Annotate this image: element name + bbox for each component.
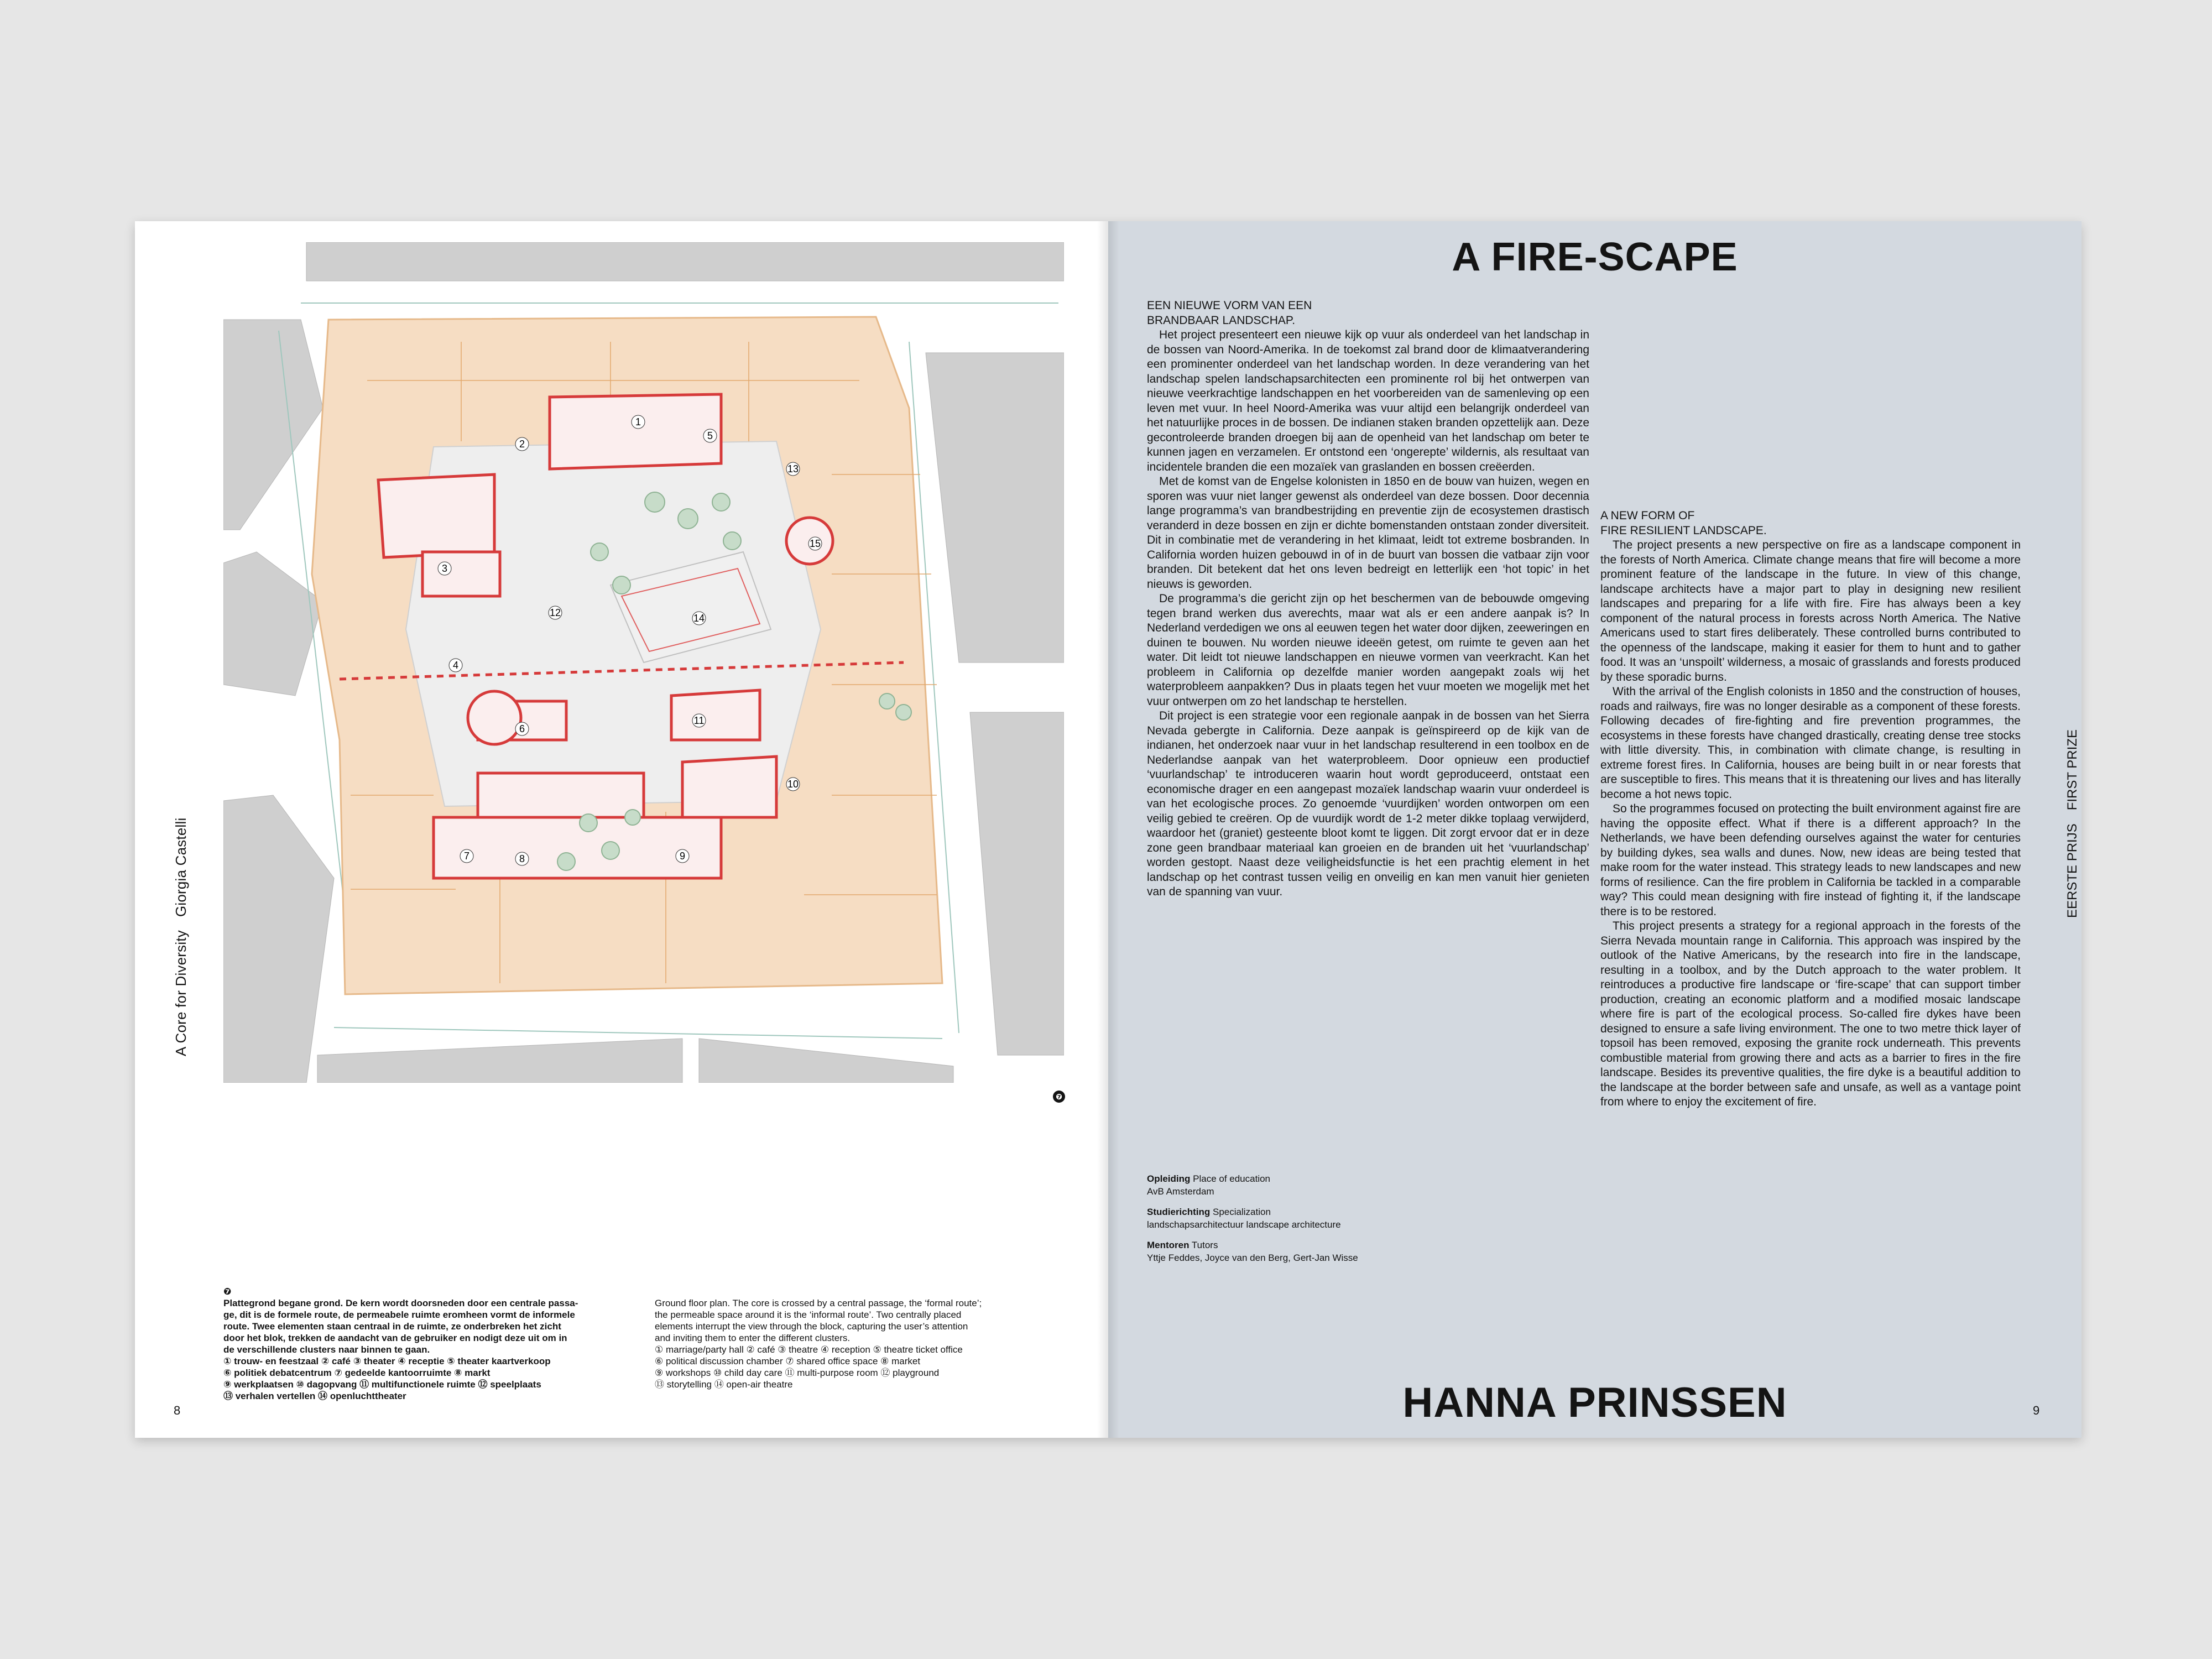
plan-label (676, 849, 689, 863)
left-page (135, 221, 1108, 1438)
plan-label (515, 722, 529, 735)
caption-line: the permeable space around it is the ‘informal route’. Two centrally placed (655, 1310, 962, 1320)
article-title: A FIRE-SCAPE (1452, 235, 1738, 279)
credit-title: A Core for Diversity (173, 930, 189, 1056)
plan-label (515, 437, 529, 451)
site-plan-drawing (223, 242, 1064, 1083)
caption-line: door het blok, trekken de aandacht van de gebruiker en nodigt deze uit om in (223, 1333, 567, 1343)
credit-item (1147, 1239, 1589, 1264)
caption-line: Ground floor plan. The core is crossed by a central passage, the ‘formal route’; (655, 1298, 982, 1308)
plan-label (549, 606, 562, 619)
credit-item (1147, 1172, 1589, 1198)
page-number-left: 8 (174, 1404, 181, 1417)
credit-item (1147, 1206, 1589, 1231)
article-credit (173, 805, 190, 1056)
dutch-paragraph: Met de komst van de Engelse kolonisten in 1850 en de bouw van huizen, wegen en sporen was vuur niet langer gewenst als onderdeel van deze bossen. Door decennia lange programma’s van brandbestrijding en preventie zijn de ecosystemen drastisch veranderd in deze bossen en zijn er dichte bomenstanden ontstaan zonder diversiteit. Dit in combinatie met de verandering in het klimaat, leidt tot extreme bosbranden. In California worden huizen gebouwd in of in de buurt van bossen die vatbaar zijn voor branden. Dit betekent dat het ons leven bedreigt en letterlijk een ‘hot topic’ in het nieuws is geworden. (1147, 475, 1589, 591)
credit-value: Yttje Feddes, Joyce van den Berg, Gert-Jan Wisse (1147, 1253, 1358, 1263)
dutch-heading-line-2: BRANDBAAR LANDSCHAP. (1147, 314, 1296, 327)
plan-label-text: 3 (441, 563, 448, 574)
ground-floor-plan (223, 242, 1064, 1083)
credit-label: Opleiding (1147, 1173, 1191, 1184)
right-page (1108, 221, 2081, 1438)
plan-label (438, 562, 451, 575)
figure-marker: ❼ (1053, 1091, 1065, 1103)
plan-label-text: 9 (679, 851, 686, 862)
plan-label-text: 2 (519, 439, 525, 450)
credit-label-en: Tutors (1191, 1240, 1218, 1250)
credit-value: landschapsarchitectuur landscape architecture (1147, 1219, 1341, 1230)
plan-label-text: 15 (809, 538, 821, 549)
plan-label-text: 10 (787, 779, 799, 790)
plan-label (692, 714, 706, 727)
plan-label-text: 7 (463, 851, 470, 862)
english-paragraph: With the arrival of the English colonists in 1850 and the construction of houses, roads and railways, fire was no longer desirable as a component of these forests. Following decades of fire-fighting and fire prevention programmes, the ecosystems in these forests have changed drastically, creating dense tree stocks with little diversity. This, in combination with climate change, is resulting in extreme forest fires. In California, houses are being built in or near forests that are susceptible to fires. This means that it is threatening our lives and has literally become a hot news topic. (1600, 685, 2021, 801)
dutch-paragraph: Dit project is een strategie voor een regionale aanpak in de bossen van het Sierra Nevada gebergte in California. Deze aanpak is geïnspireerd op de kijk van de indianen, het onderzoek naar vuur in het landschap resulterend in een toolbox en de Nederlandse aanpak van het waterprobleem. Door opnieuw een productief ‘vuurlandschap’ te introduceren waarin hout wordt geproduceerd, ontstaat een economische drager en een aangepast mozaïek landschap waarin vuur onderdeel is van het ecologische proces. Zo genoemde ‘vuurdijken’ worden ontworpen om een veilig gebied te creëren. Op de vuurdijk wordt de 1-2 meter dikke toplaag verwijderd, waardoor het (graniet) gesteente bloot komt te liggen. Dit zorgt ervoor dat er in deze zone geen brandbaar materiaal kan groeien en de branden uit het ‘vuurlandschap’ worden gestopt. Naast deze veiligheidsfunctie is het een prachtig element in het landschap op het contrast tussen veilig en onveilig en kan men vanuit hier genieten van de spanning van vuur. (1147, 709, 1589, 898)
plan-label-text: 13 (787, 463, 799, 474)
caption-line: ⑨ workshops ⑩ child day care ⑪ multi-purpose room ⑫ playground (655, 1368, 940, 1378)
caption-line: ❼ (223, 1286, 232, 1297)
caption-line: and inviting them to enter the different clusters. (655, 1333, 851, 1343)
plan-label (692, 612, 706, 625)
plan-label-text: 1 (635, 416, 641, 427)
plan-label-text: 8 (519, 853, 525, 864)
english-paragraph: This project presents a strategy for a regional approach in the forests of the Sierra Nevada mountain range in California. This approach was inspired by the outlook of the Native Americans, by the research into fire in the landscape, resulting in a toolbox, and by the Dutch approach to the water problem. It reintroduces a productive fire landscape or ‘fire-scape’ that can support timber production, creating an economic platform and a modified mosaic landscape where fire is part of the ecological process. So-called fire dykes have been designed to ensure a safe living environment. The one to two metre thick layer of topsoil has been removed, exposing the granite rock underneath. This prevents combustible material from growing there and acts as a barrier to fires in the fire landscape. Besides its preventive qualities, the fire dyke is a beautiful addition to the landscape at the border between safe and unsafe, as well as a vantage point from where to enjoy the excitement of fire. (1600, 920, 2021, 1108)
english-column (1600, 509, 2021, 1110)
plan-label-text: 4 (452, 660, 459, 671)
caption-line: elements interrupt the view through the block, capturing the user’s attention (655, 1321, 968, 1332)
plan-label (515, 852, 529, 865)
caption-line: ① marriage/party hall ② café ③ theatre ④ reception ⑤ theatre ticket office (655, 1344, 963, 1355)
caption-line: ⑥ political discussion chamber ⑦ shared office space ⑧ market (655, 1356, 921, 1366)
caption-line: ⑥ politiek debatcentrum ⑦ gedeelde kantoorruimte ⑧ markt (223, 1368, 491, 1378)
magazine-spread (135, 221, 2081, 1438)
credit-label: Studierichting (1147, 1207, 1211, 1217)
caption-line: ge, dit is de formele route, de permeabele ruimte eromheen vormt de informele (223, 1310, 575, 1320)
plan-label (449, 659, 462, 672)
plan-label (786, 462, 800, 476)
credit-label-en: Specialization (1213, 1207, 1271, 1217)
plan-label (632, 415, 645, 429)
credit-value: AvB Amsterdam (1147, 1186, 1214, 1197)
credit-label-en: Place of education (1193, 1173, 1271, 1184)
english-heading-line-1: A NEW FORM OF (1600, 509, 1695, 522)
english-heading-line-2: FIRE RESILIENT LANDSCAPE. (1600, 524, 1767, 537)
project-credits (1147, 1172, 1589, 1272)
plan-label (808, 537, 822, 550)
dutch-paragraph: Het project presenteert een nieuwe kijk op vuur als onderdeel van het landschap in de bossen van Noord-Amerika. In de toekomst zal brand door de klimaatverandering een prominenter onderdeel van het landschap worden. In deze verandering van het landschap spelen landschapsarchitecten een prominente rol bij het ontwerpen van nieuwe veerkrachtige landschappen en het voorbereiden van de samenleving op een leven met vuur. In heel Noord-Amerika was vuur altijd een belangrijk onderdeel van het natuurlijke proces in de bossen. De indianen staken branden opzettelijk aan. Deze gecontroleerde branden droegen bij aan de openheid van het landschap om beter te kunnen jagen en verzamelen. Er ontstond een ‘ongerepte’ wildernis, als resultaat van incidentele branden die een mozaïek van graslanden en bossen creëerden. (1147, 328, 1589, 473)
credit-author: Giorgia Castelli (173, 817, 189, 917)
plan-label-text: 12 (549, 607, 561, 618)
caption-line: ① trouw- en feestzaal ② café ③ theater ④ receptie ⑤ theater kaartverkoop (223, 1356, 551, 1366)
plan-label (703, 429, 717, 442)
spine-gutter (1097, 221, 1119, 1438)
prize-english: FIRST PRIZE (2065, 729, 2080, 811)
plan-label-text: 6 (519, 723, 525, 734)
caption-line: de verschillende clusters naar binnen te gaan. (223, 1344, 430, 1355)
caption-dutch (223, 1286, 655, 1402)
dutch-paragraph: De programma’s die gericht zijn op het beschermen van de bebouwde omgeving tegen brand werken dus averechts, maar wat als er een andere aanpak is? In Nederland verdedigen we ons al eeuwen tegen het water door dijken, zeeweringen en duinen te bouwen. Nu worden nieuwe ideeën getest, om ruimte te geven aan het water. Dit leidt tot nieuwe landschappen en nieuwe vormen van veerkracht. Kan het probleem in California op dezelfde manier worden aangepakt zoals wij het waterprobleem aanpakken? Dus in plaats tegen het vuur moeten we mogelijk met het vuur ontwerpen om zo het landschap te herstellen. (1147, 592, 1589, 708)
plan-label (786, 778, 800, 791)
prize-dutch: EERSTE PRIJS (2065, 823, 2080, 918)
plan-label (460, 849, 473, 863)
prize-label (2065, 716, 2080, 918)
author-name: HANNA PRINSSEN (1402, 1379, 1787, 1426)
caption-line: ⑬ storytelling ⑭ open-air theatre (655, 1379, 793, 1390)
page-number-right: 9 (2033, 1404, 2040, 1417)
plan-label-text: 11 (693, 715, 705, 726)
dutch-heading-line-1: EEN NIEUWE VORM VAN EEN (1147, 299, 1312, 312)
credit-label: Mentoren (1147, 1240, 1190, 1250)
english-paragraph: The project presents a new perspective on fire as a landscape component in the forests of North America. Climate change means that fire will become a more prominent feature of the landscape in the future. In view of this change, landscape architects have a major part to play in designing new resilient landscapes and preparing for a life with fire. Fire has always been a key component of the natural process in forests across North America. The Native Americans used to start fires deliberately. These controlled burns contributed to the openness of the landscape, making it easier for them to hunt and to gather food. It was an ‘unspoilt’ wilderness, a mosaic of grasslands and forests produced by these sporadic burns. (1600, 539, 2021, 684)
plan-label-text: 5 (707, 430, 713, 441)
plan-label-text: 14 (693, 613, 705, 624)
caption-line: route. Twee elementen staan centraal in de ruimte, ze onderbreken het zicht (223, 1321, 561, 1332)
caption-english (655, 1297, 1053, 1390)
dutch-column (1147, 299, 1589, 900)
caption-line: Plattegrond begane grond. De kern wordt doorsneden door een centrale passa- (223, 1298, 578, 1308)
caption-line: ⑬ verhalen vertellen ⑭ openluchttheater (223, 1391, 406, 1401)
english-paragraph: So the programmes focused on protecting the built environment against fire are having the opposite effect. What if there is a different approach? In the Netherlands, we have been defending ourselves against the water for centuries by building dykes, sea walls and dunes. Now, new ideas are being tested that make room for the water instead. This strategy leads to new landscapes and new forms of resilience. Can the fire problem in California be tackled in a comparable way? This could mean designing with fire instead of fighting it, if the landscape there is to be restored. (1600, 802, 2021, 918)
caption-line: ⑨ werkplaatsen ⑩ dagopvang ⑪ multifunctionele ruimte ⑫ speelplaats (223, 1379, 541, 1390)
